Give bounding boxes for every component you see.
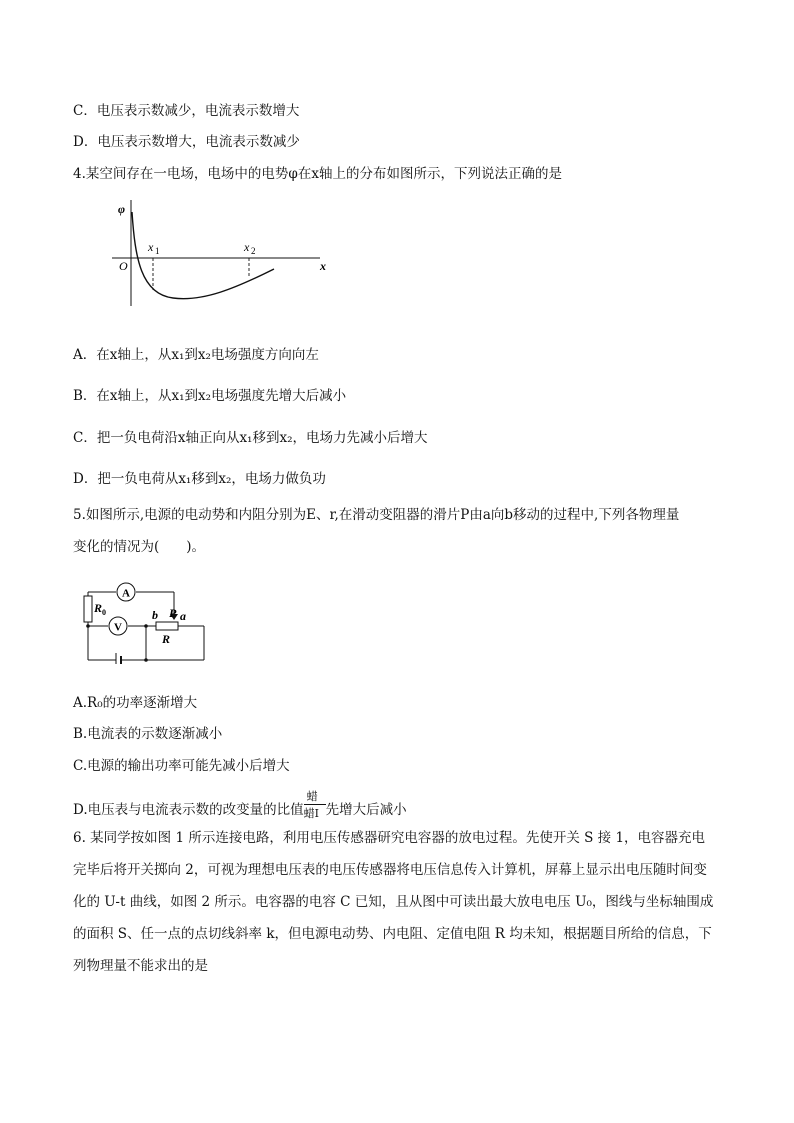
q4-option-b: B．在x轴上，从x₁到x₂电场强度先增大后减小 — [73, 388, 347, 404]
phi-axis-label: φ — [118, 202, 126, 216]
ratio-fraction — [303, 789, 326, 820]
q6-line4: 的面积 S、任一点的点切线斜率 k，但电源电动势、内电阻、定值电阻 R 均未知，根据题目所给的信息，下 — [73, 926, 712, 942]
q5-option-c: C.电源的输出功率可能先减小后增大 — [73, 758, 290, 774]
q4-option-a: A．在x轴上，从x₁到x₂电场强度方向向左 — [73, 347, 319, 363]
rheostat-r-label: R — [162, 632, 171, 646]
r0-label: R — [94, 601, 103, 615]
circuit-diagram — [80, 578, 210, 664]
x1-label: x — [148, 240, 154, 254]
voltmeter-label: V — [114, 621, 122, 634]
q6-line1: 6. 某同学按如图 1 所示连接电路，利用电压传感器研究电容器的放电过程。先使开关 S 接 1，电容器充电 — [73, 830, 706, 846]
terminal-b-label: b — [152, 608, 158, 622]
q4-stem: 4.某空间存在一电场，电场中的电势φ在x轴上的分布如图所示，下列说法正确的是 — [73, 166, 562, 182]
q3-option-d: D．电压表示数增大，电流表示数减少 — [73, 134, 300, 150]
q5-stem-line1: 5.如图所示,电源的电动势和内阻分别为E、r,在滑动变阻器的滑片P由a向b移动的过程中,下列各物理量 — [73, 507, 680, 523]
x2-subscript: 2 — [251, 246, 256, 256]
q6-line3: 化的 U-t 曲线，如图 2 所示。电容器的电容 C 已知，且从图中可读出最大放电电压 U₀，图线与坐标轴围成 — [73, 894, 714, 910]
q5-stem-line2: 变化的情况为( )。 — [73, 539, 206, 555]
q4-option-d: D．把一负电荷从x₁移到x₂，电场力做负功 — [73, 471, 326, 487]
x2-label: x — [244, 240, 250, 254]
q5-option-d-prefix: D.电压表与电流表示数的改变量的比值 — [73, 802, 304, 818]
q6-line5: 列物理量不能求出的是 — [73, 958, 208, 974]
q3-option-c: C．电压表示数减少，电流表示数增大 — [73, 103, 300, 119]
q5-option-b: B.电流表的示数逐渐减小 — [73, 726, 223, 742]
fraction-denominator: 蜡I — [303, 806, 319, 820]
origin-label: O — [119, 259, 128, 273]
potential-graph — [108, 198, 338, 310]
q4-option-c: C．把一负电荷沿x轴正向从x₁移到x₂，电场力先减小后增大 — [73, 430, 428, 446]
x1-subscript: 1 — [155, 246, 160, 256]
fraction-numerator: 蜡 — [306, 789, 318, 803]
r0-subscript: 0 — [102, 608, 106, 617]
ammeter-label: A — [122, 587, 130, 600]
q5-option-d-suffix: 先增大后减小 — [325, 802, 407, 818]
q5-option-d — [73, 789, 721, 820]
q5-option-a: A.R₀的功率逐渐增大 — [73, 695, 198, 711]
terminal-a-label: a — [180, 609, 186, 623]
x-axis-label: x — [320, 259, 326, 273]
q6-line2: 完毕后将开关掷向 2，可视为理想电压表的电压传感器将电压信息传入计算机，屏幕上显示出电压随时间变 — [73, 862, 707, 878]
slider-p-label: P — [169, 606, 177, 620]
